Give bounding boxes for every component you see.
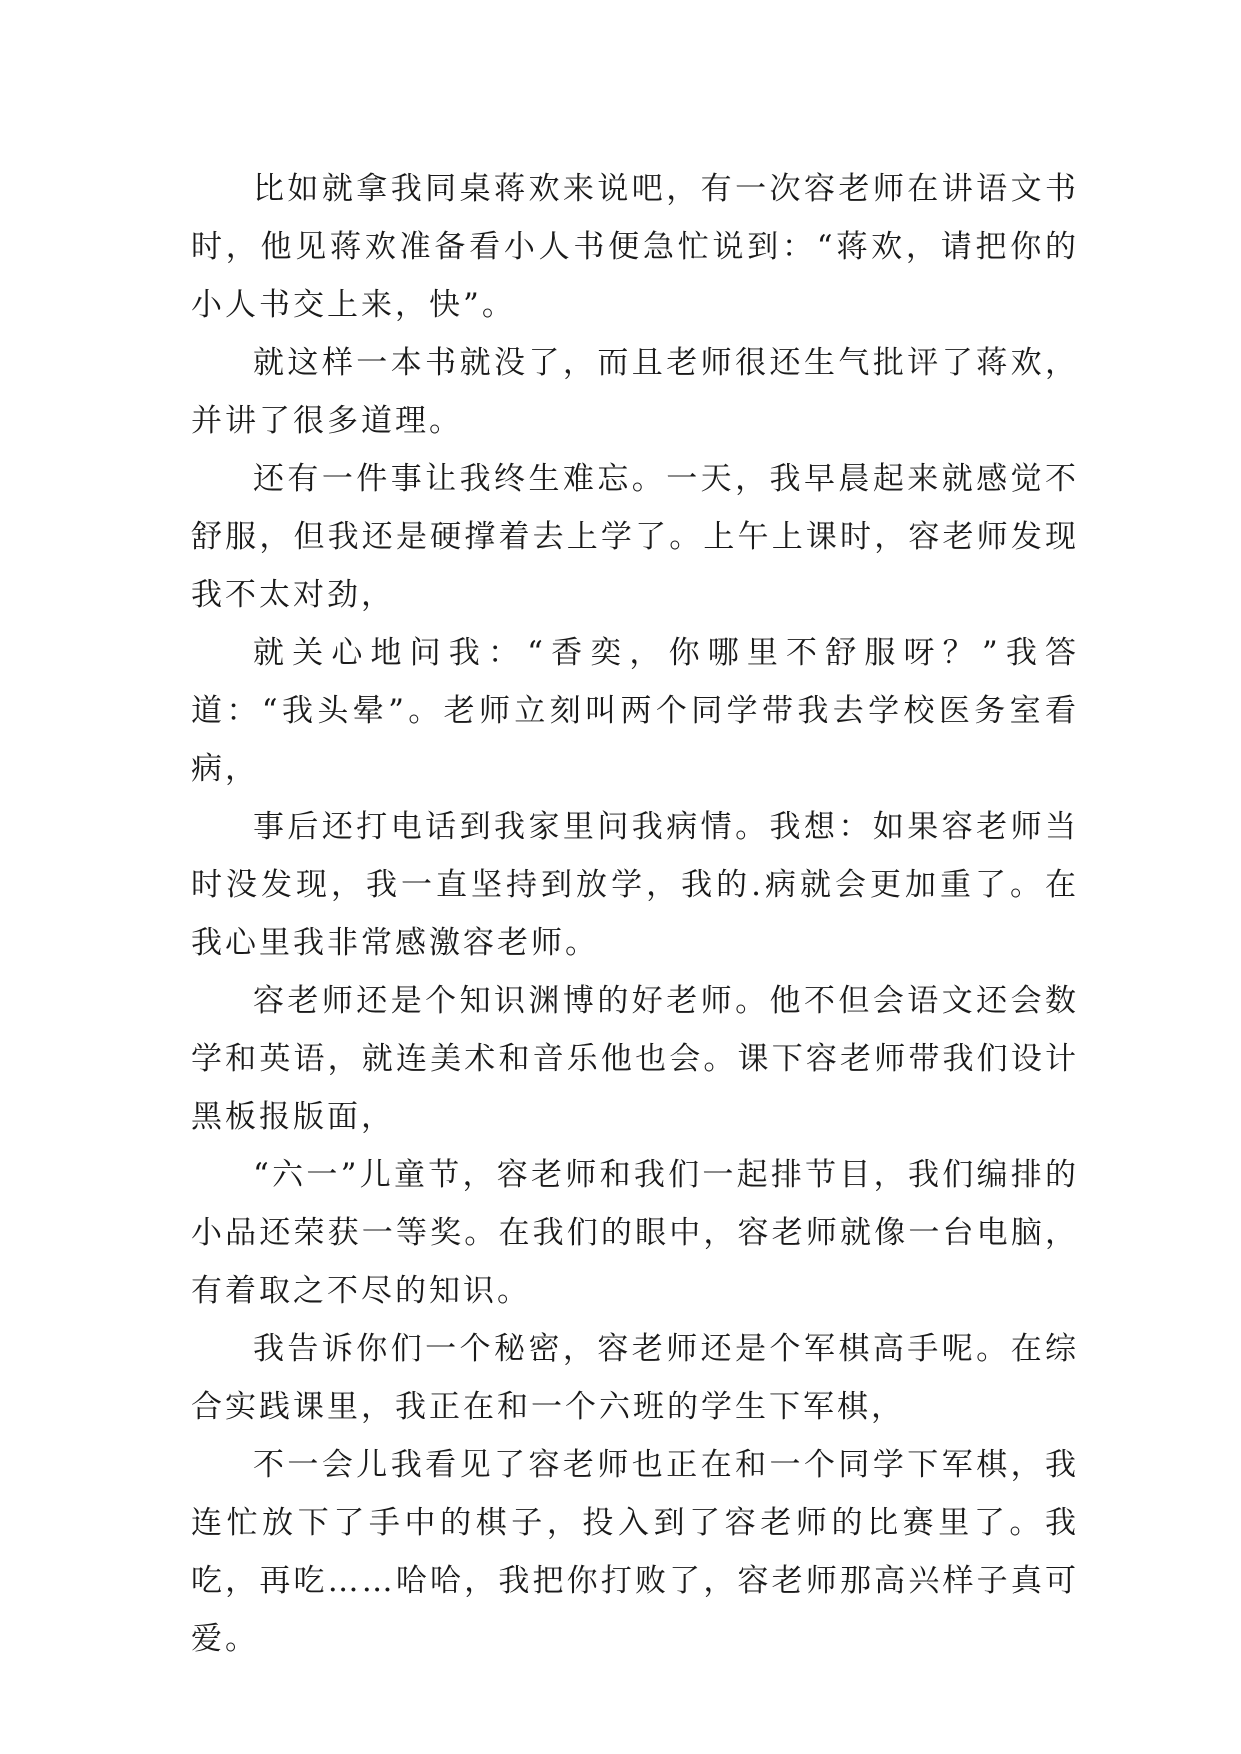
paragraph-9: 不一会儿我看见了容老师也正在和一个同学下军棋，我连忙放下了手中的棋子，投入到了容老师的比赛里了。我吃，再吃……哈哈，我把你打败了，容老师那高兴样子真可爱。 (191, 1447, 1079, 1657)
paragraph-5: 事后还打电话到我家里问我病情。我想：如果容老师当时没发现，我一直坚持到放学，我的.病就会更加重了。在我心里我非常感激容老师。 (191, 809, 1079, 961)
paragraph-8: 我告诉你们一个秘密，容老师还是个军棋高手呢。在综合实践课里，我正在和一个六班的学生下军棋， (191, 1331, 1079, 1425)
document-body (191, 160, 1079, 1668)
paragraph-4: 就关心地问我：“香奕，你哪里不舒服呀？”我答道：“我头晕”。老师立刻叫两个同学带我去学校医务室看病， (191, 635, 1079, 787)
paragraph-6: 容老师还是个知识渊博的好老师。他不但会语文还会数学和英语，就连美术和音乐他也会。课下容老师带我们设计黑板报版面， (191, 983, 1079, 1135)
paragraph-1: 比如就拿我同桌蒋欢来说吧，有一次容老师在讲语文书时，他见蒋欢准备看小人书便急忙说到：“蒋欢，请把你的小人书交上来，快”。 (191, 171, 1079, 323)
paragraph-2: 就这样一本书就没了，而且老师很还生气批评了蒋欢，并讲了很多道理。 (191, 345, 1079, 439)
paragraph-7: “六一”儿童节，容老师和我们一起排节目，我们编排的小品还荣获一等奖。在我们的眼中，容老师就像一台电脑，有着取之不尽的知识。 (191, 1157, 1079, 1309)
paragraph-3: 还有一件事让我终生难忘。一天，我早晨起来就感觉不舒服，但我还是硬撑着去上学了。上午上课时，容老师发现我不太对劲， (191, 461, 1079, 613)
